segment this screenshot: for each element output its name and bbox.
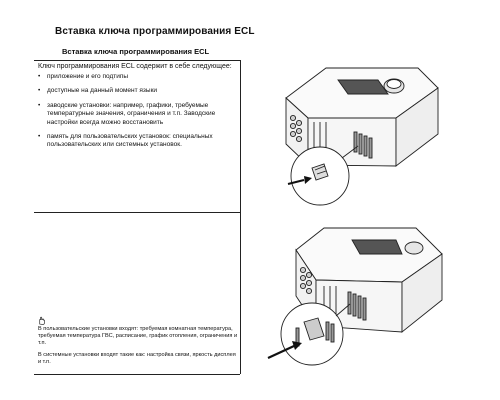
- controller-key-figure-top: [268, 60, 468, 210]
- bullet-list: [38, 73, 234, 150]
- section-heading: Вставка ключа программирования ECL: [62, 47, 210, 56]
- left-rule-lower: [240, 212, 241, 374]
- controller-key-figure-bottom: [250, 222, 466, 372]
- left-rule: [240, 60, 241, 212]
- intro-text: Ключ программирования ECL содержит в себе следующее:: [38, 63, 232, 70]
- page-title: Вставка ключа программирования ECL: [55, 26, 255, 37]
- list-item: • приложение и его подтипы: [38, 73, 234, 81]
- note-paragraph: В системные установки входят такие как: настройка связи, яркость дисплея и т.п.: [38, 352, 236, 366]
- bottom-rule: [34, 374, 240, 375]
- list-item: • память для пользовательских установок: специальных пользовательских или системных установок.: [38, 133, 234, 150]
- note-paragraph: В пользовательские установки входят: требуемая комнатная температура, требуемая температура ГВС, расписание, график отопления, ограничения и т.п.: [38, 326, 238, 347]
- list-item: • доступные на данный момент языки: [38, 87, 234, 95]
- list-item: • заводские установки: например, графики, требуемые температурные значения, ограничения и т.п. Заводские настройки всегда можно восстановить: [38, 102, 234, 127]
- hand-pointer-icon: [37, 316, 46, 325]
- middle-rule: [34, 212, 240, 213]
- top-rule: [34, 60, 240, 61]
